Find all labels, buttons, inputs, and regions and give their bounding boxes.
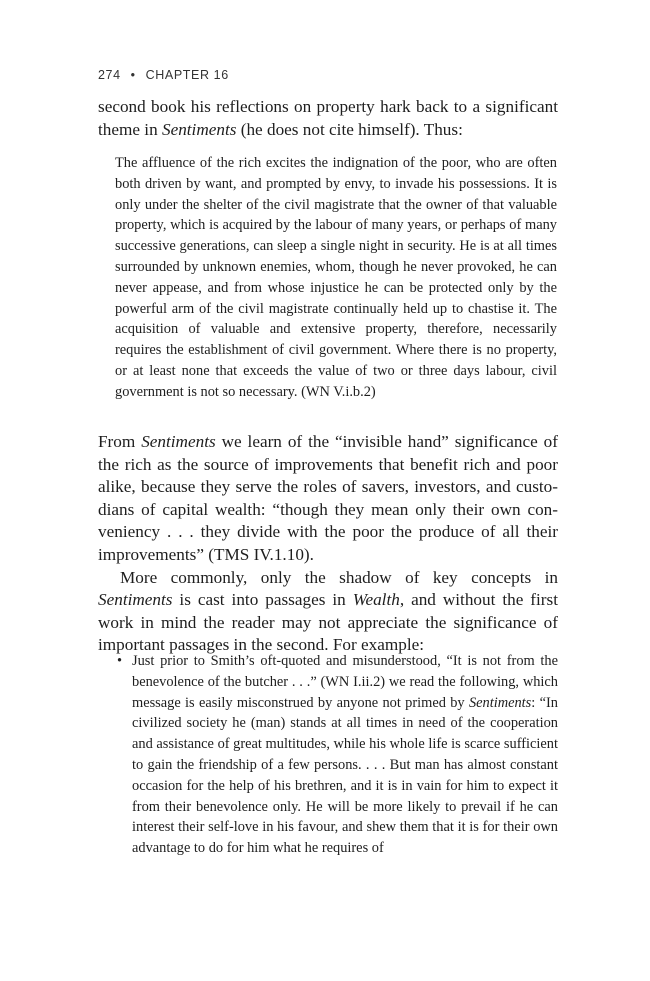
intro-text: second book his reflections on property hark back to a significant theme in <box>98 97 558 139</box>
para2-text-b: we learn of the “invisible hand” significance of the rich as the source of improvements that benefit rich and poor alike, because they serve the roles of savers, investors, and custodians of capital wealth: “though they mean only their own conveniency . . . they divide with the poor the produce of all their improvements” (TMS IV.1.10). <box>98 432 558 564</box>
para3-italic-a: Sentiments <box>98 590 173 610</box>
bullet-text <box>132 651 558 859</box>
paragraph-shadow-concepts <box>98 567 558 657</box>
bullet-marker: • <box>117 653 123 669</box>
para3-text-b: is cast into passages in <box>172 590 353 610</box>
page-number: 274 <box>98 68 121 82</box>
para2-text-a: From <box>98 432 142 451</box>
header-separator: • <box>130 68 136 82</box>
bullet-list-item <box>117 651 558 859</box>
paragraph-invisible-hand <box>98 431 558 567</box>
intro-title-italic: Sentiments <box>161 119 237 139</box>
intro-text-end: (he does not cite himself). Thus: <box>236 119 463 139</box>
para2-italic: Sentiments <box>141 432 216 451</box>
bullet-text-b: : “In civilized society he (man) stands at all times in need of the cooperation and assistance of great multitudes, while his whole life is scarce sufficient to gain the friendship of a few persons. . . . But man has almost constant occasion for the help of his brethren, and it is in vain for him to expect it from their benevolence only. He will be more likely to prevail if he can interest their self-love in his favour, and shew them that it is for their own advantage to do for him what he requires of <box>132 694 558 857</box>
para3-text-a: More commonly, only the shadow of key concepts in <box>120 567 558 587</box>
block-quote-text: The affluence of the rich excites the indignation of the poor, who are often both driven by want, and prompted by envy, to invade his possessions. It is only under the shelter of the civil magistrate that the owner of that valuable property, which is acquired by the labour of many years, or perhaps of many successive generations, can sleep a single night in security. He is at all times surrounded by unknown enemies, whom, though he never provoked, he can never appease, and from whose injustice he can be protected only by the powerful arm of the civil magistrate continually held up to chastise it. The acquisition of valuable and extensive property, therefore, necessarily requires the establishment of civil government. Where there is no property, or at least none that exceeds the value of two or three days labour, civil government is not so necessary. (WN V.i.b.2) <box>115 155 557 400</box>
para3-text-c: , and without the first work in mind the reader may not appreciate the significance of important passages in the second. For example: <box>98 590 558 655</box>
running-head <box>98 68 229 82</box>
para3-italic-b: Wealth <box>352 590 400 610</box>
bullet-text-a: Just prior to Smith’s oft-quoted and misunderstood, “It is not from the benevolence of the butcher . . .” (WN I.ii.2) we read the following, which message is easily misconstrued by anyone not primed by <box>132 653 558 711</box>
body-paragraphs <box>98 431 558 657</box>
bullet-italic: Sentiments <box>468 694 532 711</box>
intro-paragraph <box>98 96 558 141</box>
block-quote <box>115 153 557 403</box>
chapter-label: CHAPTER 16 <box>145 68 229 82</box>
